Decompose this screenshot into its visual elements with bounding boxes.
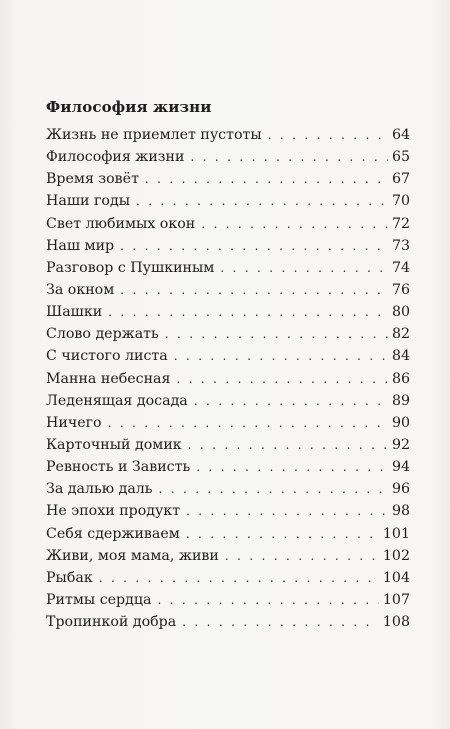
toc-entry-title: Ритмы сердца — [46, 591, 152, 608]
dot-leader — [188, 434, 388, 456]
toc-entry-page: 84 — [391, 348, 410, 365]
toc-entry — [46, 434, 410, 456]
toc-entry-title: Манна небесная — [46, 370, 171, 387]
toc-entry-title: Шашки — [46, 304, 103, 321]
toc-entry — [46, 168, 410, 190]
toc-entry-title: За далью даль — [46, 481, 153, 498]
toc-entry-page: 76 — [391, 281, 410, 298]
dot-leader — [165, 323, 388, 345]
toc-entry — [46, 500, 410, 522]
toc-entry — [46, 279, 410, 301]
toc-entry-page: 101 — [382, 525, 410, 542]
toc-entry-page: 102 — [382, 547, 410, 564]
dot-leader — [120, 235, 388, 257]
toc-entry-page: 96 — [391, 481, 410, 498]
toc-entry-page: 73 — [391, 237, 410, 254]
toc-entry-title: Слово держать — [46, 326, 159, 343]
toc-entry-page: 92 — [391, 436, 410, 453]
toc-entry-title: Не эпохи продукт — [46, 503, 181, 520]
toc-entry-page: 108 — [382, 614, 410, 631]
dot-leader — [120, 279, 388, 301]
dot-leader — [190, 146, 387, 168]
toc-entry-title: Разговор с Пушкиным — [46, 259, 215, 276]
toc-entry — [46, 235, 410, 257]
toc-entry — [46, 589, 410, 611]
toc-entry-title: Время зовёт — [46, 171, 139, 188]
toc-entry-title: Живи, моя мама, живи — [46, 547, 219, 564]
toc-entry-page: 80 — [391, 304, 410, 321]
toc-entry-title: Себя сдерживаем — [46, 525, 180, 542]
toc-entry — [46, 368, 410, 390]
toc-entry — [46, 124, 410, 146]
toc-entry-title: Свет любимых окон — [46, 215, 196, 232]
dot-leader — [99, 567, 379, 589]
toc-entry-title: Жизнь не приемлет пустоты — [46, 127, 262, 143]
toc-entry-page: 64 — [391, 127, 410, 143]
toc-entry — [46, 146, 410, 168]
toc-entry-page: 104 — [382, 569, 410, 586]
toc-entry — [46, 523, 410, 545]
toc-entry — [46, 567, 410, 589]
toc-entry — [46, 390, 410, 412]
toc-entry-title: Наши годы — [46, 193, 130, 210]
dot-leader — [108, 301, 388, 323]
toc-entry-title: Ничего — [46, 414, 102, 431]
toc-entry-page: 94 — [391, 459, 410, 476]
toc-entry-title: Рыбак — [46, 569, 93, 586]
dot-leader — [194, 390, 388, 412]
dot-leader — [174, 345, 388, 367]
dot-leader — [186, 523, 379, 545]
dot-leader — [176, 368, 387, 390]
dot-leader — [108, 412, 388, 434]
toc-entry — [46, 190, 410, 212]
toc-entry-title: Карточный домик — [46, 436, 182, 453]
toc-entry — [46, 323, 410, 345]
dot-leader — [196, 456, 388, 478]
dot-leader — [136, 190, 388, 212]
toc-entry — [46, 213, 410, 235]
toc-entry-page: 70 — [391, 193, 410, 210]
toc-entry-page: 90 — [391, 414, 410, 431]
toc-entry-title: Философия жизни — [46, 149, 185, 166]
toc-entry-title: С чистого листа — [46, 348, 168, 365]
toc-entry-page: 65 — [391, 149, 410, 166]
toc-entry — [46, 456, 410, 478]
dot-leader — [268, 124, 388, 146]
toc-entry-page: 107 — [382, 591, 410, 608]
toc-entry — [46, 545, 410, 567]
toc-entry-page: 67 — [391, 171, 410, 188]
toc-entry-title: Наш мир — [46, 237, 115, 254]
dot-leader — [186, 500, 388, 522]
toc-entry-page: 86 — [391, 370, 410, 387]
toc-entry-page: 72 — [391, 215, 410, 232]
dot-leader — [182, 611, 379, 633]
toc-entry-title: Леденящая досада — [46, 392, 188, 409]
toc-entry-title: Ревность и Зависть — [46, 459, 191, 476]
toc-entry — [46, 345, 410, 367]
dot-leader — [159, 478, 388, 500]
toc-entry-title: За окном — [46, 281, 115, 298]
dot-leader — [220, 257, 388, 279]
toc-entry-page: 74 — [391, 259, 410, 276]
toc-entry — [46, 478, 410, 500]
toc-entry-page: 98 — [391, 503, 410, 520]
dot-leader — [201, 213, 388, 235]
toc-entry — [46, 301, 410, 323]
dot-leader — [157, 589, 378, 611]
table-of-contents — [46, 124, 410, 633]
toc-entry-page: 82 — [391, 326, 410, 343]
dot-leader — [145, 168, 388, 190]
toc-entry-page: 89 — [391, 392, 410, 409]
dot-leader — [225, 545, 379, 567]
section-title: Философия жизни — [46, 98, 212, 116]
toc-entry — [46, 611, 410, 633]
toc-entry — [46, 257, 410, 279]
toc-entry-title: Тропинкой добра — [46, 614, 177, 631]
toc-entry — [46, 412, 410, 434]
